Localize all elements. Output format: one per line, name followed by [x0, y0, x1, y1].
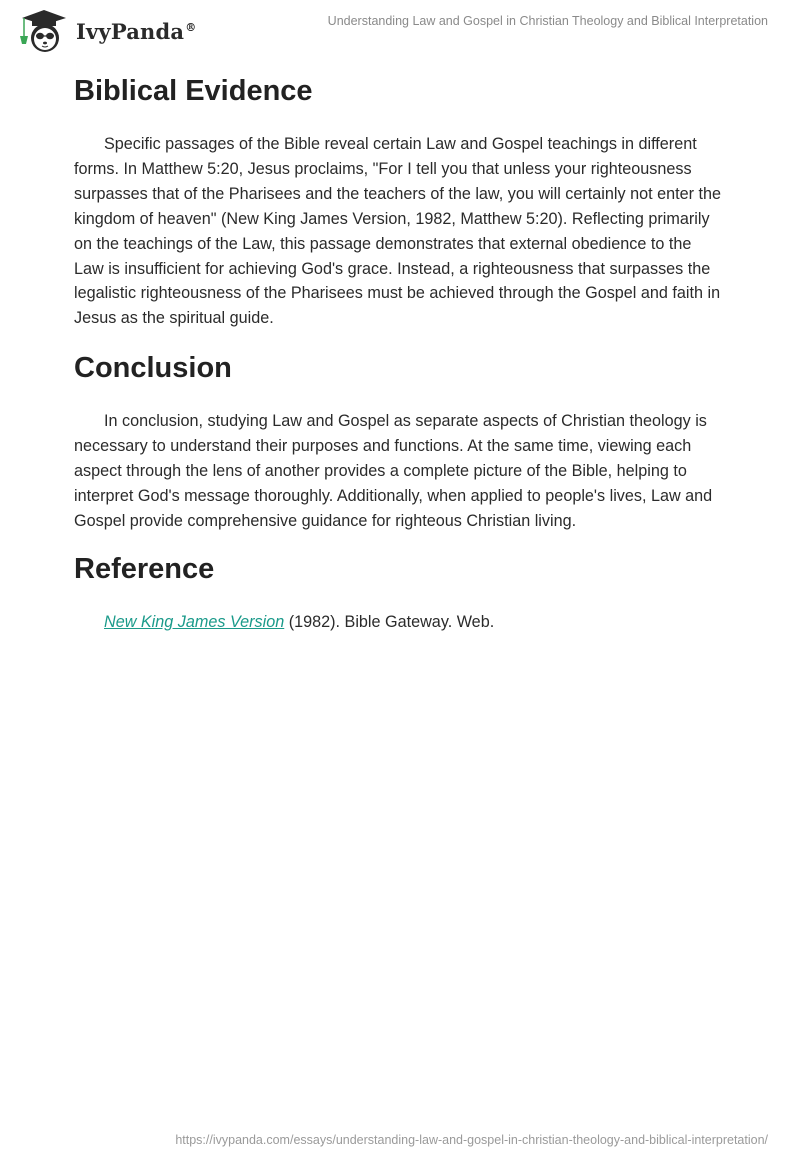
heading-reference: Reference: [74, 553, 215, 585]
reference-entry: [74, 610, 724, 635]
ivypanda-logo[interactable]: [18, 8, 196, 54]
footer-url: https://ivypanda.com/essays/understanding-law-and-gospel-in-christian-theology-and-biblical-interpretation/: [175, 1133, 768, 1147]
heading-biblical-evidence: Biblical Evidence: [74, 75, 313, 107]
reference-link[interactable]: New King James Version: [104, 613, 285, 631]
brand-name: IvyPanda®: [76, 18, 197, 44]
reference-details: (1982). Bible Gateway. Web.: [284, 613, 495, 631]
heading-conclusion: Conclusion: [74, 352, 232, 384]
paragraph-biblical-evidence: Specific passages of the Bible reveal certain Law and Gospel teachings in different forms. In Matthew 5:20, Jesus proclaims, "For I tell you that unless your righteousness surpasses that of the Pharisees and the teachers of the law, you will certainly not enter the kingdom of heaven" (New King James Version, 1982, Matthew 5:20). Reflecting primarily on the teachings of the Law, this passage demonstrates that external obedience to the Law is insufficient for achieving God's grace. Instead, a righteousness that surpasses the legalistic righteousness of the Pharisees must be achieved through the Gospel and faith in Jesus as the spiritual guide.: [74, 135, 721, 328]
panda-graduate-icon: [18, 8, 68, 54]
page-header: [0, 0, 800, 60]
document-title: Understanding Law and Gospel in Christian Theology and Biblical Interpretation: [327, 14, 768, 28]
paragraph-conclusion: In conclusion, studying Law and Gospel as separate aspects of Christian theology is necessary to understand their purposes and functions. At the same time, viewing each aspect through the lens of another provides a complete picture of the Bible, helping to interpret God's message thoroughly. Additionally, when applied to people's lives, Law and Gospel provide comprehensive guidance for righteous Christian living.: [74, 412, 713, 530]
